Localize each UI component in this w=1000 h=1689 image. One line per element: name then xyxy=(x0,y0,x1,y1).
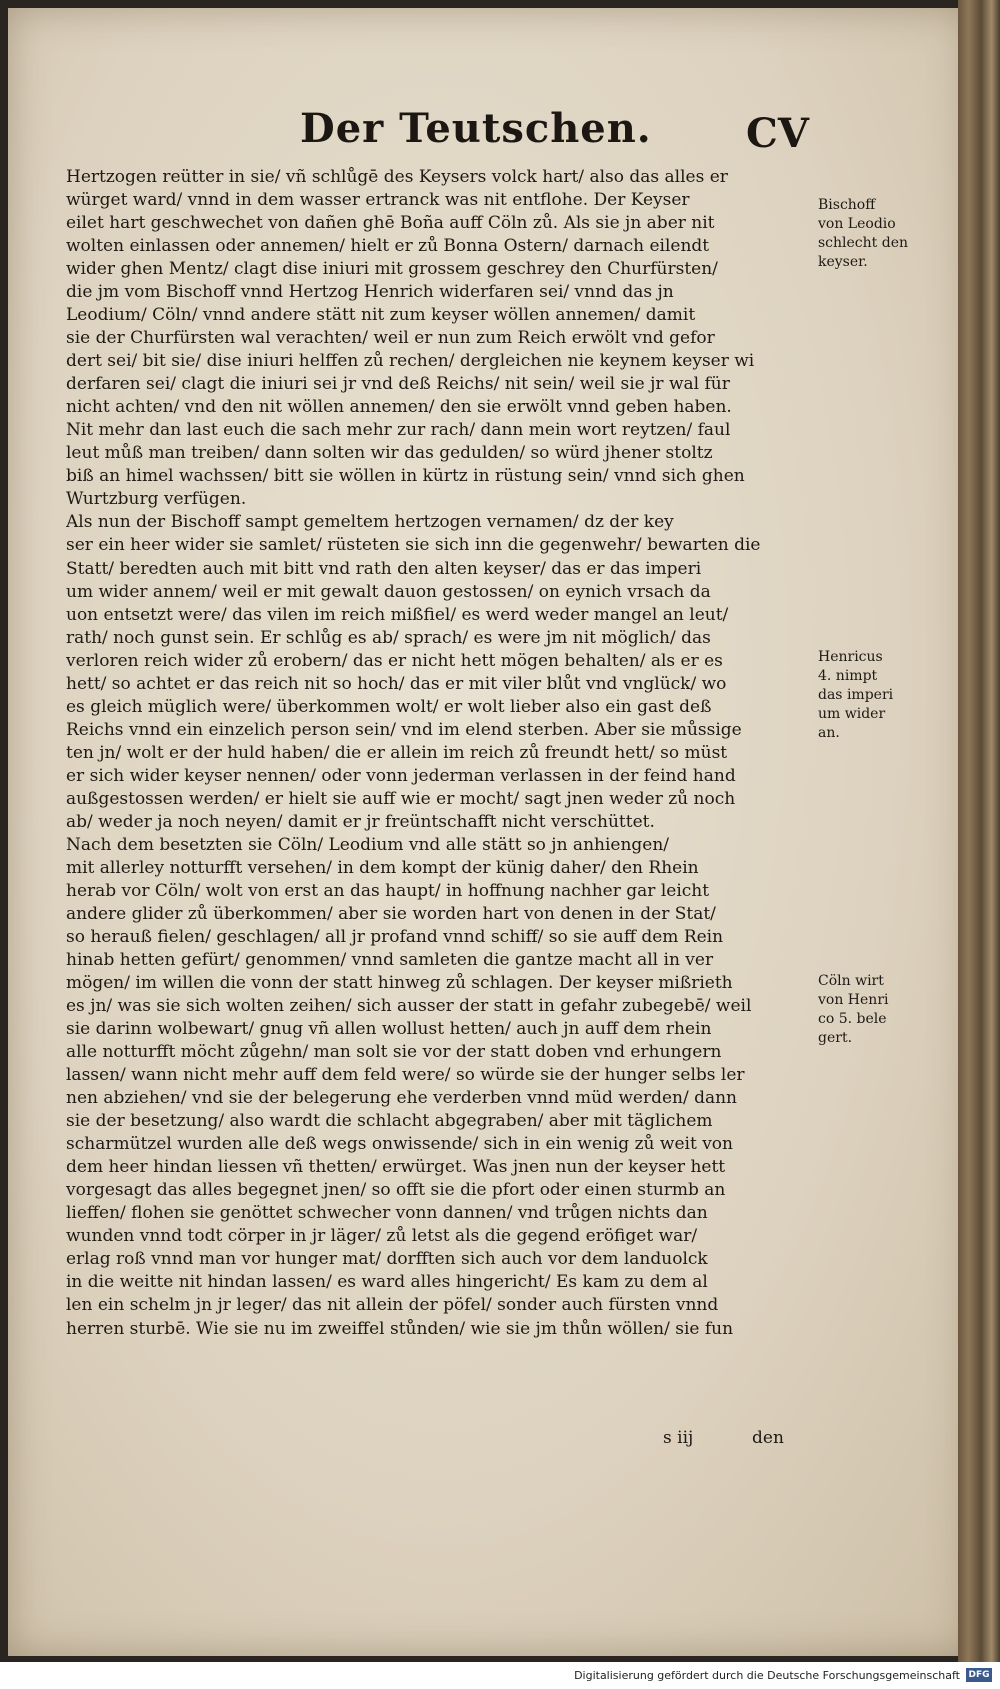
folio-number: CV xyxy=(746,110,809,157)
body-line: Hertzogen reütter in sie/ vñ schlůgē des Keysers volck hart/ also das alles er xyxy=(66,167,728,187)
margin-note-line: um wider xyxy=(818,706,886,722)
body-line: dem heer hindan liessen vñ thetten/ erwürget. Was jnen nun der keyser hett xyxy=(66,1157,726,1178)
body-line: Als nun der Bischoff sampt gemeltem hertzogen vernamen/ dz der key xyxy=(66,512,674,533)
dfg-logo: DFG xyxy=(966,1668,992,1682)
body-line: biß an himel wachssen/ bitt sie wöllen in kürtz in rüstung sein/ vnnd sich ghen xyxy=(66,466,745,487)
body-line: mit allerley notturfft versehen/ in dem kompt der künig daher/ den Rhein xyxy=(66,857,699,878)
body-line: dert sei/ bit sie/ dise iniuri helffen zů rechen/ dergleichen nie keynem keyser wi xyxy=(66,351,755,372)
body-line: außgestossen werden/ er hielt sie auff wie er mocht/ sagt jnen weder zů noch xyxy=(66,788,736,809)
body-line: verloren reich wider zů erobern/ das er nicht hett mögen behalten/ als er es xyxy=(66,650,723,671)
body-line: andere glider zů überkommen/ aber sie worden hart von denen in der Stat/ xyxy=(66,903,716,924)
body-line: Statt/ beredten auch mit bitt vnd rath den alten keyser/ das er das imperi xyxy=(66,558,702,579)
body-line: leut můß man treiben/ dann solten wir das gedulden/ so würd jhener stoltz xyxy=(66,443,713,464)
body-line: uon entsetzt were/ das vilen im reich mißfiel/ es werd weder mangel an leut/ xyxy=(66,604,729,625)
margin-note-line: 4. nimpt xyxy=(818,668,878,684)
body-line: wunden vnnd todt cörper in jr läger/ zů letst als die gegend eröfiget war/ xyxy=(66,1226,698,1247)
body-line: vorgesagt das alles begegnet jnen/ so offt sie die pfort oder einen sturmb an xyxy=(66,1180,726,1201)
margin-note-line: Bischoff xyxy=(818,197,876,213)
margin-note-line: keyser. xyxy=(818,254,868,270)
body-line: ser ein heer wider sie samlet/ rüsteten sie sich inn die gegenwehr/ bewarten die xyxy=(66,535,761,556)
body-line: es gleich müglich were/ überkommen wolt/ er wolt lieber also ein gast deß xyxy=(66,696,712,717)
catchword: den xyxy=(752,1428,784,1448)
body-line: Leodium/ Cöln/ vnnd andere stätt nit zum keyser wöllen annemen/ damit xyxy=(66,305,696,326)
body-line: sie darinn wolbewart/ gnug vñ allen wollust hetten/ auch jn auff dem rhein xyxy=(66,1019,712,1040)
margin-note-line: von Henri xyxy=(818,992,889,1008)
body-line: hett/ so achtet er das reich nit so hoch/ das er mit viler blůt vnd vnglück/ wo xyxy=(66,673,727,694)
body-line: erlag roß vnnd man vor hunger mat/ dorfften sich auch vor dem landuolck xyxy=(66,1249,708,1270)
body-line: hinab hetten gefürt/ genommen/ vnnd samleten die gantze macht all in ver xyxy=(66,950,714,971)
body-line: ten jn/ wolt er der huld haben/ die er allein im reich zů freundt hett/ so müst xyxy=(66,742,728,763)
body-line: in die weitte nit hindan lassen/ es ward alles hingericht/ Es kam zu dem al xyxy=(66,1272,708,1293)
body-line: sie der Churfürsten wal verachten/ weil er nun zum Reich erwölt vnd gefor xyxy=(66,328,715,349)
margin-note-line: an. xyxy=(818,725,840,741)
body-line: wolten einlassen oder annemen/ hielt er zů Bonna Ostern/ darnach eilendt xyxy=(66,236,710,257)
footer-credit: Digitalisierung gefördert durch die Deutsche Forschungsgemeinschaft xyxy=(574,1669,960,1682)
book-spine xyxy=(958,0,1000,1662)
body-line: sie der besetzung/ also wardt die schlacht abgegraben/ aber mit täglichem xyxy=(66,1111,713,1132)
body-line: lassen/ wann nicht mehr auff dem feld were/ so würde sie der hunger selbs ler xyxy=(66,1065,745,1086)
body-line: wider ghen Mentz/ clagt dise iniuri mit grossem geschrey den Churfürsten/ xyxy=(66,259,718,280)
margin-note-line: das imperi xyxy=(818,687,894,703)
body-line: um wider annem/ weil er mit gewalt dauon gestossen/ on eynich vrsach da xyxy=(66,581,711,602)
signature-mark: s iij xyxy=(663,1428,694,1448)
body-line: Reichs vnnd ein einzelich person sein/ vnd im elend sterben. Aber sie můssige xyxy=(66,719,742,740)
body-line: mögen/ im willen die vonn der statt hinweg zů schlagen. Der keyser mißrieth xyxy=(66,973,733,994)
body-line: alle notturfft möcht zůgehn/ man solt sie vor der statt doben vnd erhungern xyxy=(66,1042,722,1063)
margin-note-line: von Leodio xyxy=(818,216,896,232)
body-line: Nit mehr dan last euch die sach mehr zur rach/ dann mein wort reytzen/ faul xyxy=(66,420,731,441)
body-line: würget ward/ vnnd in dem wasser ertranck was nit entflohe. Der Keyser xyxy=(66,190,690,211)
margin-note-line: schlecht den xyxy=(818,235,909,251)
margin-note-line: Cöln wirt xyxy=(818,973,884,989)
margin-note-line: Henricus xyxy=(818,649,883,665)
running-head: Der Teutschen. xyxy=(300,105,652,152)
body-line: rath/ noch gunst sein. Er schlůg es ab/ sprach/ es were jm nit möglich/ das xyxy=(66,627,711,648)
body-line: derfaren sei/ clagt die iniuri sei jr vnd deß Reichs/ nit sein/ weil sie jr wal für xyxy=(66,374,730,395)
body-line: lieffen/ flohen sie genöttet schwecher vonn dannen/ vnd trůgen nichts dan xyxy=(66,1203,708,1224)
body-line: Nach dem besetzten sie Cöln/ Leodium vnd alle stätt so jn anhiengen/ xyxy=(66,834,670,855)
body-line: Wurtzburg verfügen. xyxy=(66,489,247,510)
body-line: eilet hart geschwechet von dañen ghē Boña auff Cöln zů. Als sie jn aber nit xyxy=(66,213,715,234)
body-line: nen abziehen/ vnd sie der belegerung ehe verderben vnnd müd werden/ dann xyxy=(66,1088,738,1109)
body-line: herren sturbē. Wie sie nu im zweiffel stůnden/ wie sie jm thůn wöllen/ sie fun xyxy=(66,1318,734,1339)
margin-note-line: gert. xyxy=(818,1030,853,1046)
body-line: so herauß fielen/ geschlagen/ all jr profand vnnd schiff/ so sie auff dem Rein xyxy=(66,926,724,947)
body-line: er sich wider keyser nennen/ oder vonn jederman verlassen in der feind hand xyxy=(66,765,736,786)
body-line: es jn/ was sie sich wolten zeihen/ sich ausser der statt in gefahr zubegebē/ weil xyxy=(66,996,752,1017)
body-line: herab vor Cöln/ wolt von erst an das haupt/ in hoffnung nachher gar leicht xyxy=(66,880,710,901)
body-line: ab/ weder ja noch neyen/ damit er jr freüntschafft nicht verschüttet. xyxy=(66,811,655,832)
body-line: len ein schelm jn jr leger/ das nit allein der pöfel/ sonder auch fürsten vnnd xyxy=(66,1295,719,1316)
body-line: scharmützel wurden alle deß wegs onwissende/ sich in ein wenig zů weit von xyxy=(66,1134,733,1155)
footer-bar xyxy=(0,1664,1000,1689)
body-line: die jm vom Bischoff vnnd Hertzog Henrich widerfaren sei/ vnnd das jn xyxy=(66,282,674,303)
body-line: nicht achten/ vnd den nit wöllen annemen/ den sie erwölt vnnd geben haben. xyxy=(66,397,732,418)
margin-note-line: co 5. bele xyxy=(818,1011,887,1027)
